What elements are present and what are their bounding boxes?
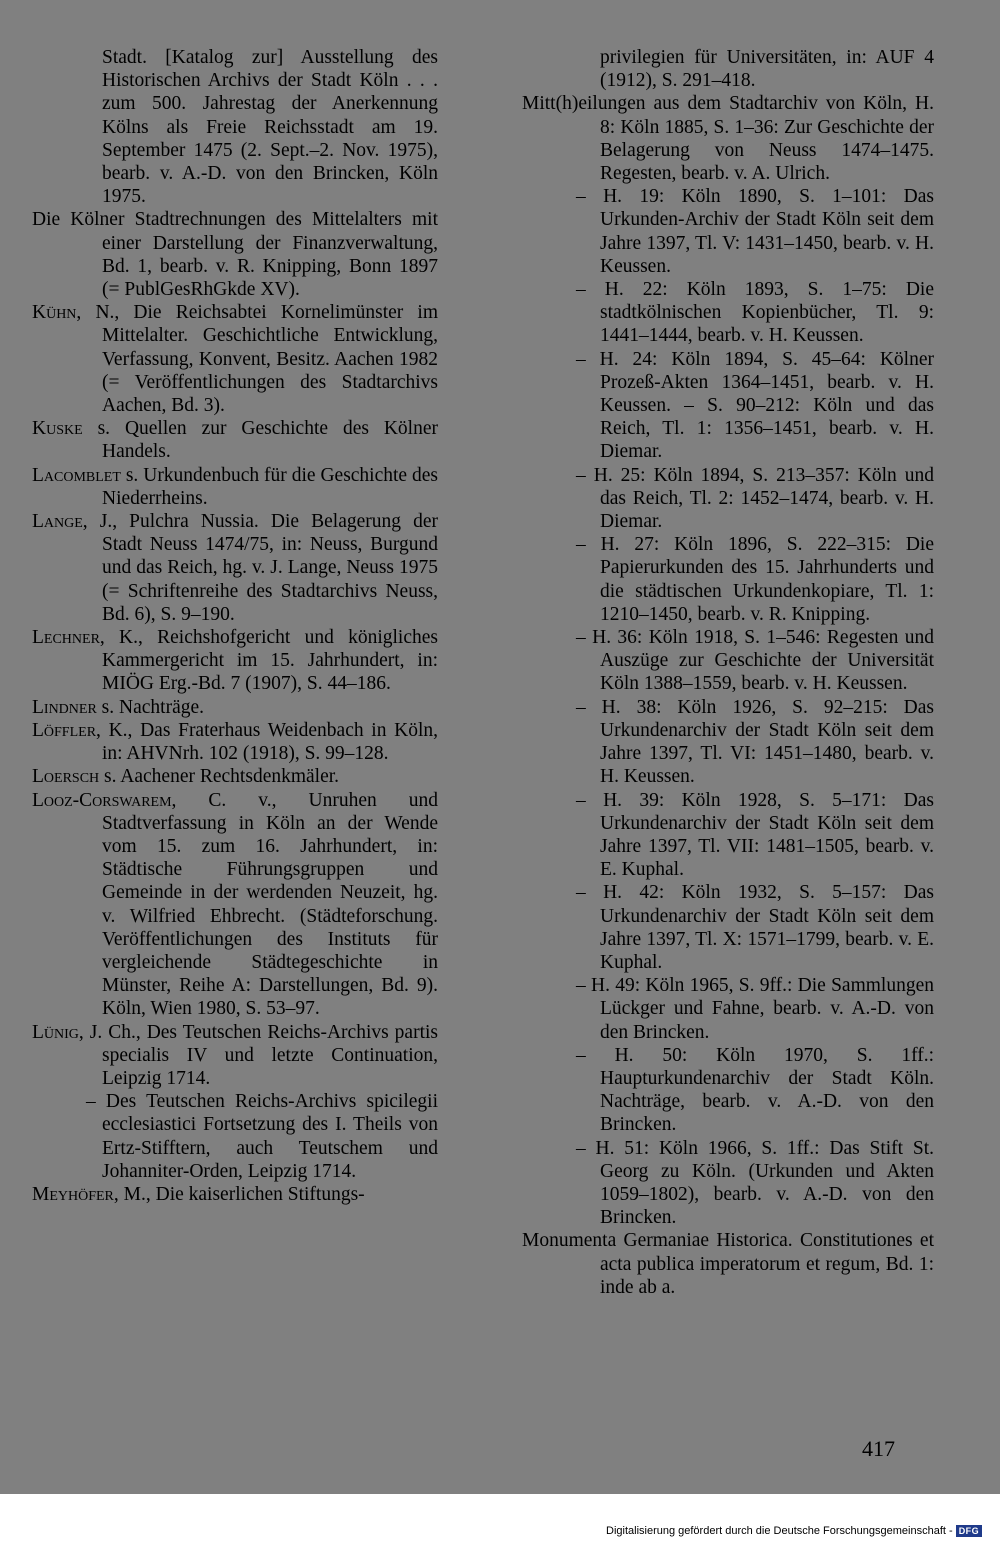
bibliography-entry [32,626,438,696]
entry-text: – H. 27: Köln 1896, S. 222–315: Die Papierurkunden des 15. Jahrhunderts und die städtischen Urkundenkopiare, Tl. 1: 1210–1450, bearb. v. R. Knipping. [576,534,934,625]
bibliography-entry [522,348,934,464]
entry-text: – H. 25: Köln 1894, S. 213–357: Köln und das Reich, Tl. 2: 1452–1474, bearb. v. H. Diemar. [576,464,934,533]
bibliography-entry [522,1229,934,1299]
entry-text: Die Kölner Stadtrechnungen des Mittelalters mit einer Darstellung der Finanzverwaltung, Bd. 1, bearb. v. R. Knipping, Bonn 1897 (= PublGesRhGkde XV). [32,209,438,301]
entry-text: – H. 38: Köln 1926, S. 92–215: Das Urkundenarchiv der Stadt Köln seit dem Jahre 1397, Tl. VI: 1451–1480, bearb. v. H. Keussen. [576,696,934,788]
entry-text: Stadt. [Katalog zur] Ausstellung des Historischen Archivs der Stadt Köln . . . zum 500. Jahrestag der Anerkennung Kölns als Freie Reichsstadt am 19. September 1475 (2. Sept.–2. Nov. 1975), bearb. v. A.-D. von den Brincken, Köln 1975. [102,47,438,208]
entry-text: , M., Die kaiserlichen Stiftungs- [113,1183,365,1205]
entry-author: Meyhöfer [32,1183,114,1205]
bibliography-entry [522,1137,934,1230]
entry-author: Lacomblet [32,464,121,486]
entry-text: – H. 39: Köln 1928, S. 5–171: Das Urkundenarchiv der Stadt Köln seit dem Jahre 1397, Tl. VII: 1481–1505, bearb. v. E. Kuphal. [576,789,934,881]
footer-text: Digitalisierung gefördert durch die Deutsche Forschungsgemeinschaft - [606,1525,953,1537]
bibliography-entry [522,789,934,882]
entry-text: s. Quellen zur Geschichte des Kölner Handels. [82,418,438,463]
footer-credit [606,1525,982,1537]
entry-text: – H. 50: Köln 1970, S. 1ff.: Haupturkundenarchiv der Stadt Köln. Nachträge, bearb. v. A.-D. von den Brincken. [576,1044,934,1136]
entry-text: Mitt(h)eilungen aus dem Stadtarchiv von Köln, H. 8: Köln 1885, S. 1–36: Zur Geschichte der Belagerung von Neuss 1474–1475. Regesten, bearb. v. A. Ulrich. [522,93,934,185]
bibliography-entry [522,1044,934,1137]
bibliography-entry [32,765,438,788]
entry-text: , C. v., Unruhen und Stadtverfassung in Köln an der Wende vom 15. zum 16. Jahrhundert, in: Städtische Führungsgruppen und Gemeinde in der werdenden Neuzeit, hg. v. Wilfried Ehbrecht. (Städteforschung. Veröffentlichungen des Instituts für vergleichende Städtegeschichte in Münster, Reihe A: Darstellungen, Bd. 9). Köln, Wien 1980, S. 53–97. [102,789,438,1020]
bibliography-entry [522,626,934,696]
entry-author: Lindner [32,696,97,718]
entry-text: – H. 51: Köln 1966, S. 1ff.: Das Stift St. Georg zu Köln. (Urkunden und Akten 1059–1802), bearb. v. A.-D. von den Brincken. [576,1137,934,1229]
entry-author: Löffler [32,719,97,741]
entry-author: Kuske [32,418,83,440]
entry-text: s. Urkundenbuch für die Geschichte des Niederrheins. [102,464,438,509]
entry-author: Lechner [32,627,100,649]
entry-text: – Des Teutschen Reichs-Archivs spicilegii ecclesiastici Fortsetzung des I. Theils von Ertz-Stifftern, auch Teutschem und Johanniter-Orden, Leipzig 1714. [86,1091,438,1182]
entry-text: – H. 24: Köln 1894, S. 45–64: Kölner Prozeß-Akten 1364–1451, bearb. v. H. Keussen. – S. 90–212: Köln und das Reich, Tl. 1: 1356–1451, bearb. v. H. Diemar. [576,348,934,463]
entry-text: – H. 49: Köln 1965, S. 9ff.: Die Sammlungen Lückger und Fahne, bearb. v. A.-D. von den Brincken. [576,975,934,1043]
entry-author: Lange [32,511,83,533]
left-column [32,46,438,1206]
entry-text: , K., Das Fraterhaus Weidenbach in Köln, in: AHVNrh. 102 (1918), S. 99–128. [96,719,438,765]
entry-text: – H. 42: Köln 1932, S. 5–157: Das Urkundenarchiv der Stadt Köln seit dem Jahre 1397, Tl. X: 1571–1799, bearb. v. E. Kuphal. [576,882,934,973]
entry-author: Lünig [32,1021,79,1043]
bibliography-entry [522,881,934,974]
right-column [522,46,934,1299]
bibliography-entry [522,278,934,348]
bibliography-entry [522,974,934,1044]
entry-text: Monumenta Germaniae Historica. Constitutiones et acta publica imperatorum et regum, Bd. 1: inde ab a. [522,1230,934,1298]
bibliography-entry [32,1021,438,1091]
entry-author: Looz-Corswarem [32,789,172,811]
bibliography-entry [32,696,438,719]
bibliography-entry [522,46,934,92]
entry-text: – H. 19: Köln 1890, S. 1–101: Das Urkunden-Archiv der Stadt Köln seit dem Jahre 1397, Tl. V: 1431–1450, bearb. v. H. Keussen. [576,186,934,277]
bibliography-entry [32,1090,438,1183]
bibliography-entry [32,301,438,417]
entry-text: , J. Ch., Des Teutschen Reichs-Archivs partis specialis IV und letzte Continuation, Leipzig 1714. [78,1021,438,1089]
bibliography-entry [32,208,438,301]
bibliography-entry [32,510,438,626]
entry-author: Loersch [32,766,100,788]
bibliography-entry [32,46,438,208]
entry-text: privilegien für Universitäten, in: AUF 4 (1912), S. 291–418. [600,47,934,92]
dfg-logo: DFG [956,1525,983,1537]
bibliography-entry [522,533,934,626]
entry-text: s. Aachener Rechtsdenkmäler. [99,766,340,788]
bibliography-entry [522,92,934,185]
page-number: 417 [862,1436,895,1461]
bibliography-entry [522,696,934,789]
entry-text: , N., Die Reichsabtei Kornelimünster im Mittelalter. Geschichtliche Entwicklung, Verfassung, Konvent, Besitz. Aachen 1982 (= Veröffentlichungen des Stadtarchivs Aachen, Bd. 3). [76,302,438,417]
entry-author: Kühn [32,302,77,324]
bibliography-entry [522,185,934,278]
bibliography-entry [522,464,934,534]
entry-text: s. Nachträge. [96,696,204,718]
bibliography-entry [32,789,438,1021]
entry-text: , J., Pulchra Nussia. Die Belagerung der Stadt Neuss 1474/75, in: Neuss, Burgund und das Reich, hg. v. J. Lange, Neuss 1975 (= Schriftenreihe des Stadtarchivs Neuss, Bd. 6), S. 9–190. [82,511,438,625]
bibliography-entry [32,464,438,510]
entry-text: – H. 36: Köln 1918, S. 1–546: Regesten und Auszüge zur Geschichte der Universität Köln 1388–1559, bearb. v. H. Keussen. [576,627,934,695]
bibliography-entry [32,417,438,463]
bibliography-entry [32,719,438,765]
entry-text: , K., Reichshofgericht und königliches Kammergericht im 15. Jahrhundert, in: MIÖG Erg.-Bd. 7 (1907), S. 44–186. [99,627,438,695]
entry-text: – H. 22: Köln 1893, S. 1–75: Die stadtkölnischen Kopienbücher, Tl. 9: 1441–1444, bearb. v. H. Keussen. [576,279,934,347]
bibliography-entry [32,1183,438,1206]
